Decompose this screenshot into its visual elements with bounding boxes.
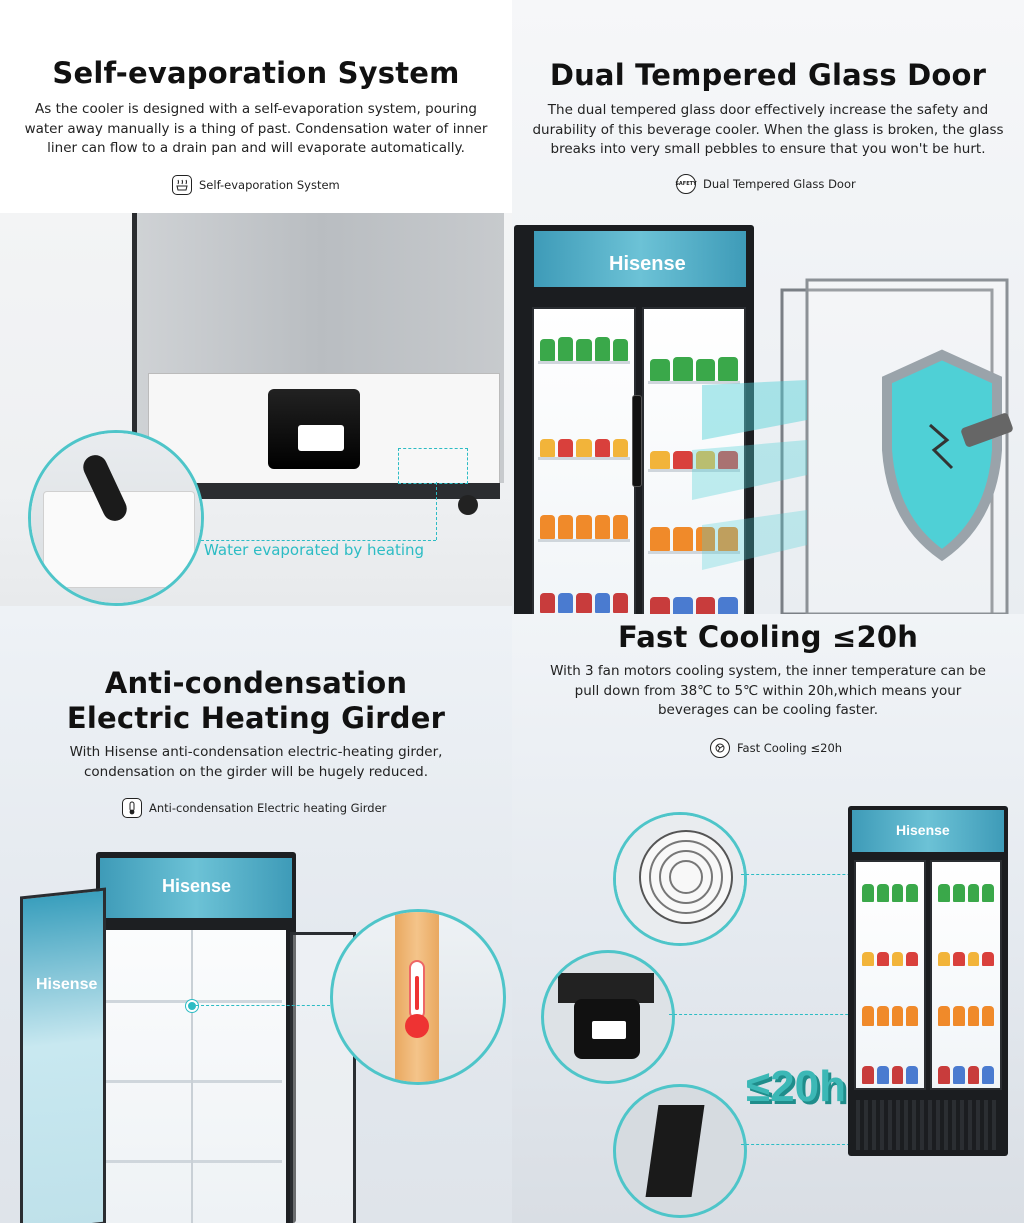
fast-cooling-chip bbox=[710, 738, 842, 758]
evaporation-icon bbox=[172, 175, 192, 195]
anti-condensation-chip bbox=[122, 798, 386, 818]
condenser-fan-zoom-circle bbox=[613, 1084, 747, 1218]
self-evaporation-chip-label: Self-evaporation System bbox=[199, 178, 340, 192]
self-evaporation-title: Self-evaporation System bbox=[52, 56, 460, 90]
tempered-glass-illustration bbox=[662, 270, 1024, 614]
safety-shield-icon: SAFETY bbox=[676, 174, 696, 194]
anti-condensation-title-line1: Anti-condensation bbox=[104, 666, 408, 700]
glass-door-title: Dual Tempered Glass Door bbox=[549, 58, 987, 92]
glass-door-panel bbox=[512, 0, 1024, 614]
glass-door-chip-label: Dual Tempered Glass Door bbox=[703, 177, 856, 191]
self-evaporation-chip bbox=[172, 175, 340, 195]
anti-condensation-title-line2: Electric Heating Girder bbox=[66, 701, 446, 735]
drain-pan-zoom-circle bbox=[28, 430, 204, 606]
glass-door-description: The dual tempered glass door effectively increase the safety and durability of this beverage cooler. When the glass is broken, the glass breaks into very small pebbles to ensure that you won't be hurt. bbox=[532, 102, 1004, 157]
beverage-cooler-front-small: Hisense bbox=[848, 806, 1008, 1156]
open-left-door bbox=[20, 887, 106, 1223]
open-door-cooler: Hisense bbox=[96, 852, 296, 1223]
cooler-brand-logo: Hisense bbox=[609, 253, 686, 275]
fast-cooling-badge: ≤20h bbox=[746, 1062, 846, 1111]
anti-condensation-panel: Anti-condensation Electric Heating Girder With Hisense anti-condensation electric-heating girder, condensation on the girder will be hugely reduced. Anti-condensation Electric heating Girder Hisense Hisense bbox=[0, 606, 512, 1223]
anti-condensation-chip-label: Anti-condensation Electric heating Girder bbox=[149, 801, 387, 815]
evaporation-callout-label: Water evaporated by heating bbox=[204, 541, 425, 559]
fast-cooling-panel bbox=[512, 614, 1024, 1223]
thermometer-icon bbox=[122, 798, 142, 818]
thermometer-icon bbox=[409, 960, 425, 1020]
heating-girder-zoom-circle bbox=[330, 909, 506, 1085]
fan-icon bbox=[710, 738, 730, 758]
compressor-zoom-circle bbox=[541, 950, 675, 1084]
fast-cooling-description: With 3 fan motors cooling system, the inner temperature can be pull down from 38℃ to 5℃ within 20h,which means your beverages can be cooling faster. bbox=[550, 663, 986, 718]
fan-motor-zoom-circle bbox=[613, 812, 747, 946]
anti-condensation-description: With Hisense anti-condensation electric-heating girder, condensation on the girder will be hugely reduced. bbox=[69, 744, 443, 780]
fast-cooling-title: Fast Cooling ≤20h bbox=[617, 620, 919, 654]
self-evaporation-description: As the cooler is designed with a self-evaporation system, pouring water away manually is a thing of past. Condensation water of inner liner can flow to a drain pan and will evaporate automatically. bbox=[24, 101, 488, 156]
fast-cooling-chip-label: Fast Cooling ≤20h bbox=[737, 741, 843, 755]
self-evaporation-panel bbox=[0, 0, 512, 606]
glass-door-chip bbox=[676, 174, 856, 194]
door-handle bbox=[632, 395, 642, 487]
